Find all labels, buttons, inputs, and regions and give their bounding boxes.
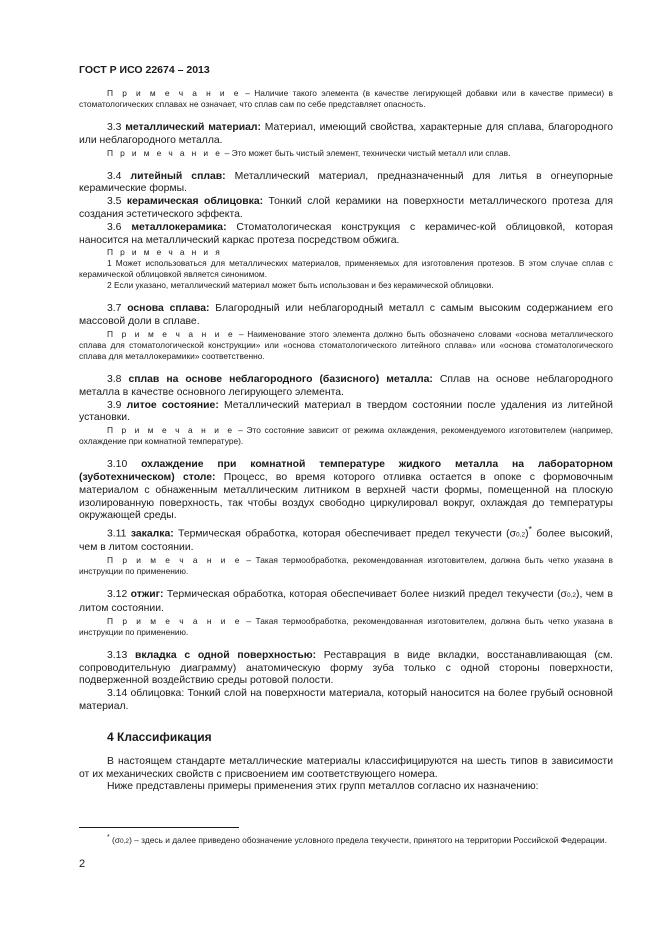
term-number: 3.12 <box>107 589 131 601</box>
page-number: 2 <box>79 858 86 870</box>
term-number: 3.7 <box>107 303 128 315</box>
term-definition: Стоматологическая конструкция с керамичес-кой облицовкой, которая наносится на металлический каркас протеза посредством обжига. <box>79 221 613 246</box>
term-name: литейный сплав: <box>130 170 226 182</box>
term-name: отжиг: <box>130 589 164 601</box>
term-3-7 <box>79 303 613 329</box>
note-text: – Наименование этого элемента должно быть обозначено словами «основа металлического сплава для стоматологической конструкции» или «основа стоматологического литейного сплава» или «основа стоматологического сплава для металлокерамики» соответственно. <box>79 328 614 361</box>
note-label: П р и м е ч а н и е <box>107 88 241 98</box>
term-number: 3.6 <box>107 221 132 233</box>
term-definition: Материал, имеющий свойства, характерные для сплава, благородного или неблагородного металла. <box>79 122 613 146</box>
term-definition: Термическая обработка, которая обеспечивает более низкий предел текучести (σ <box>163 589 567 601</box>
footnote-text: (σ <box>109 834 121 845</box>
term-number: 3.4 <box>107 170 131 182</box>
term-name: металлокерамика: <box>131 221 227 233</box>
term-name: основа сплава: <box>127 303 210 315</box>
term-number: 3.10 <box>107 459 142 471</box>
note-3-6-item-1: 1 Может использоваться для металлических материалов, применяемых для изготовления протезов. В этом случае сплав с керамической облицовкой является синонимом. <box>79 258 613 280</box>
note-3-11 <box>79 555 613 577</box>
note-element-hazard <box>79 88 613 110</box>
term-definition: Металлический материал в твердом состоянии после удаления из литейной установки. <box>79 399 613 424</box>
term-definition-end: более высокий, чем в литом состоянии. <box>79 528 613 554</box>
term-name: охлаждение при комнатной температуре жидкого металла на лабораторном (зуботехническом) столе: <box>79 459 613 483</box>
sigma-subscript: 0,2 <box>516 531 526 539</box>
note-label: П р и м е ч а н и е <box>107 328 236 339</box>
note-label: П р и м е ч а н и е <box>107 147 223 158</box>
note-3-12 <box>79 616 613 638</box>
term-3-9 <box>79 400 613 426</box>
term-number: 3.9 <box>107 399 127 411</box>
section-4-paragraph-1: В настоящем стандарте металлические материалы классифицируются на шесть типов в зависимости от их механических свойств с присвоением им соответствующего номера. <box>79 755 613 780</box>
term-name: сплав на основе неблагородного (базисного) металла: <box>128 373 433 385</box>
term-3-6 <box>79 222 613 248</box>
term-definition: Термическая обработка, которая обеспечивает предел текучести (σ <box>173 528 517 540</box>
sigma-subscript: 0,2 <box>120 837 130 845</box>
footnote-text-cont: ) – здесь и далее приведено обозначение условного предела текучести, принятого на территории Российской Федерации. <box>129 834 607 845</box>
note-3-9 <box>79 425 613 447</box>
note-3-7 <box>79 329 613 362</box>
term-definition: Реставрация в виде вкладки, восстанавливающая (см. сопроводительную диаграмму) анатомическую форму зуба только с одной стороны поверхности, подверженной воздействию среды ротовой полости. <box>79 649 614 687</box>
term-3-12 <box>79 589 613 616</box>
sigma-subscript: 0,2 <box>566 592 577 600</box>
note-label: П р и м е ч а н и я <box>107 247 223 258</box>
term-name: керамическая облицовка: <box>126 196 264 208</box>
footnote-mark: * <box>528 524 532 535</box>
term-number: 3.11 <box>107 528 131 540</box>
standard-header: ГОСТ Р ИСО 22674 – 2013 <box>79 64 210 76</box>
term-3-10 <box>79 459 613 523</box>
footnote-mark: * <box>107 834 110 841</box>
term-3-11 <box>79 523 613 555</box>
note-text: – Наличие такого элемента (в качестве легирующей добавки или в качестве примеси) в стоматологических сплавах не означает, что сплав сам по себе представляет опасность. <box>79 88 613 109</box>
note-text: – Такая термообработка, рекомендованная изготовителем, должна быть четко указана в инструкции по применению. <box>79 615 613 637</box>
term-definition: Процесс, во время которого отливка остается в опоке с формовочным материалом с обнаженным металлическим литником в верхней части формы, помещенной на плоскую изолированную поверхность, так чтобы воздух свободно циркулировал вокруг, охлаждая до температуры окружающей среды. <box>79 471 613 522</box>
note-text: – Это состояние зависит от режима охлаждения, рекомендуемого изготовителем (например, охлаждение при комнатной температуре). <box>79 425 613 447</box>
term-3-5 <box>79 196 613 222</box>
term-number: 3.8 <box>107 373 129 385</box>
term-definition: Металлический материал, предназначенный для литья в огнеупорные керамические формы. <box>79 170 613 195</box>
term-definition-cont: ), чем в литом состоянии. <box>79 589 613 614</box>
term-name: литое состояние: <box>126 399 219 411</box>
notes-3-6-label <box>79 247 613 258</box>
term-number: 3.13 <box>107 649 135 661</box>
term-name: вкладка с одной поверхностью: <box>134 649 317 661</box>
term-3-13 <box>79 650 613 688</box>
term-number: 3.3 <box>107 122 126 133</box>
footnote <box>79 832 613 847</box>
note-text: – Такая термообработка, рекомендованная изготовителем, должна быть четко указана в инструкции по применению. <box>79 555 613 577</box>
term-3-4 <box>79 171 613 197</box>
term-number: 3.5 <box>107 196 127 208</box>
term-3-8 <box>79 374 613 400</box>
note-label: П р и м е ч а н и е <box>107 615 242 626</box>
note-text: – Это может быть чистый элемент, технически чистый металл или сплав. <box>222 147 511 158</box>
term-definition: Тонкий слой керамики на поверхности металлического протеза для создания эстетического эффекта. <box>79 196 613 220</box>
note-3-6-item-2: 2 Если указано, металлический материал может быть использован и без керамической облицовки. <box>107 280 494 291</box>
term-3-3 <box>79 122 613 148</box>
term-definition-cont: ) <box>525 528 529 540</box>
term-3-14: 3.14 облицовка: Тонкий слой на поверхности материала, который наносится на более грубый основной материал. <box>79 688 613 712</box>
term-definition: Благородный или неблагородный металл с самым высоким содержанием его массовой доли в сплаве. <box>79 303 613 328</box>
section-4-paragraph-2: Ниже представлены примеры применения этих групп металлов согласно их назначению: <box>107 781 539 793</box>
page-content <box>79 88 613 794</box>
term-definition: Сплав на основе неблагородного металла в качестве основного легирующего элемента. <box>79 373 613 398</box>
note-3-3 <box>79 148 613 159</box>
note-label: П р и м е ч а н и е <box>107 425 235 436</box>
section-4-title: 4 Классификация <box>107 729 212 744</box>
footnote-divider <box>79 827 239 828</box>
term-name: закалка: <box>130 528 174 540</box>
term-name: металлический материал: <box>125 122 261 133</box>
note-label: П р и м е ч а н и е <box>107 555 242 566</box>
